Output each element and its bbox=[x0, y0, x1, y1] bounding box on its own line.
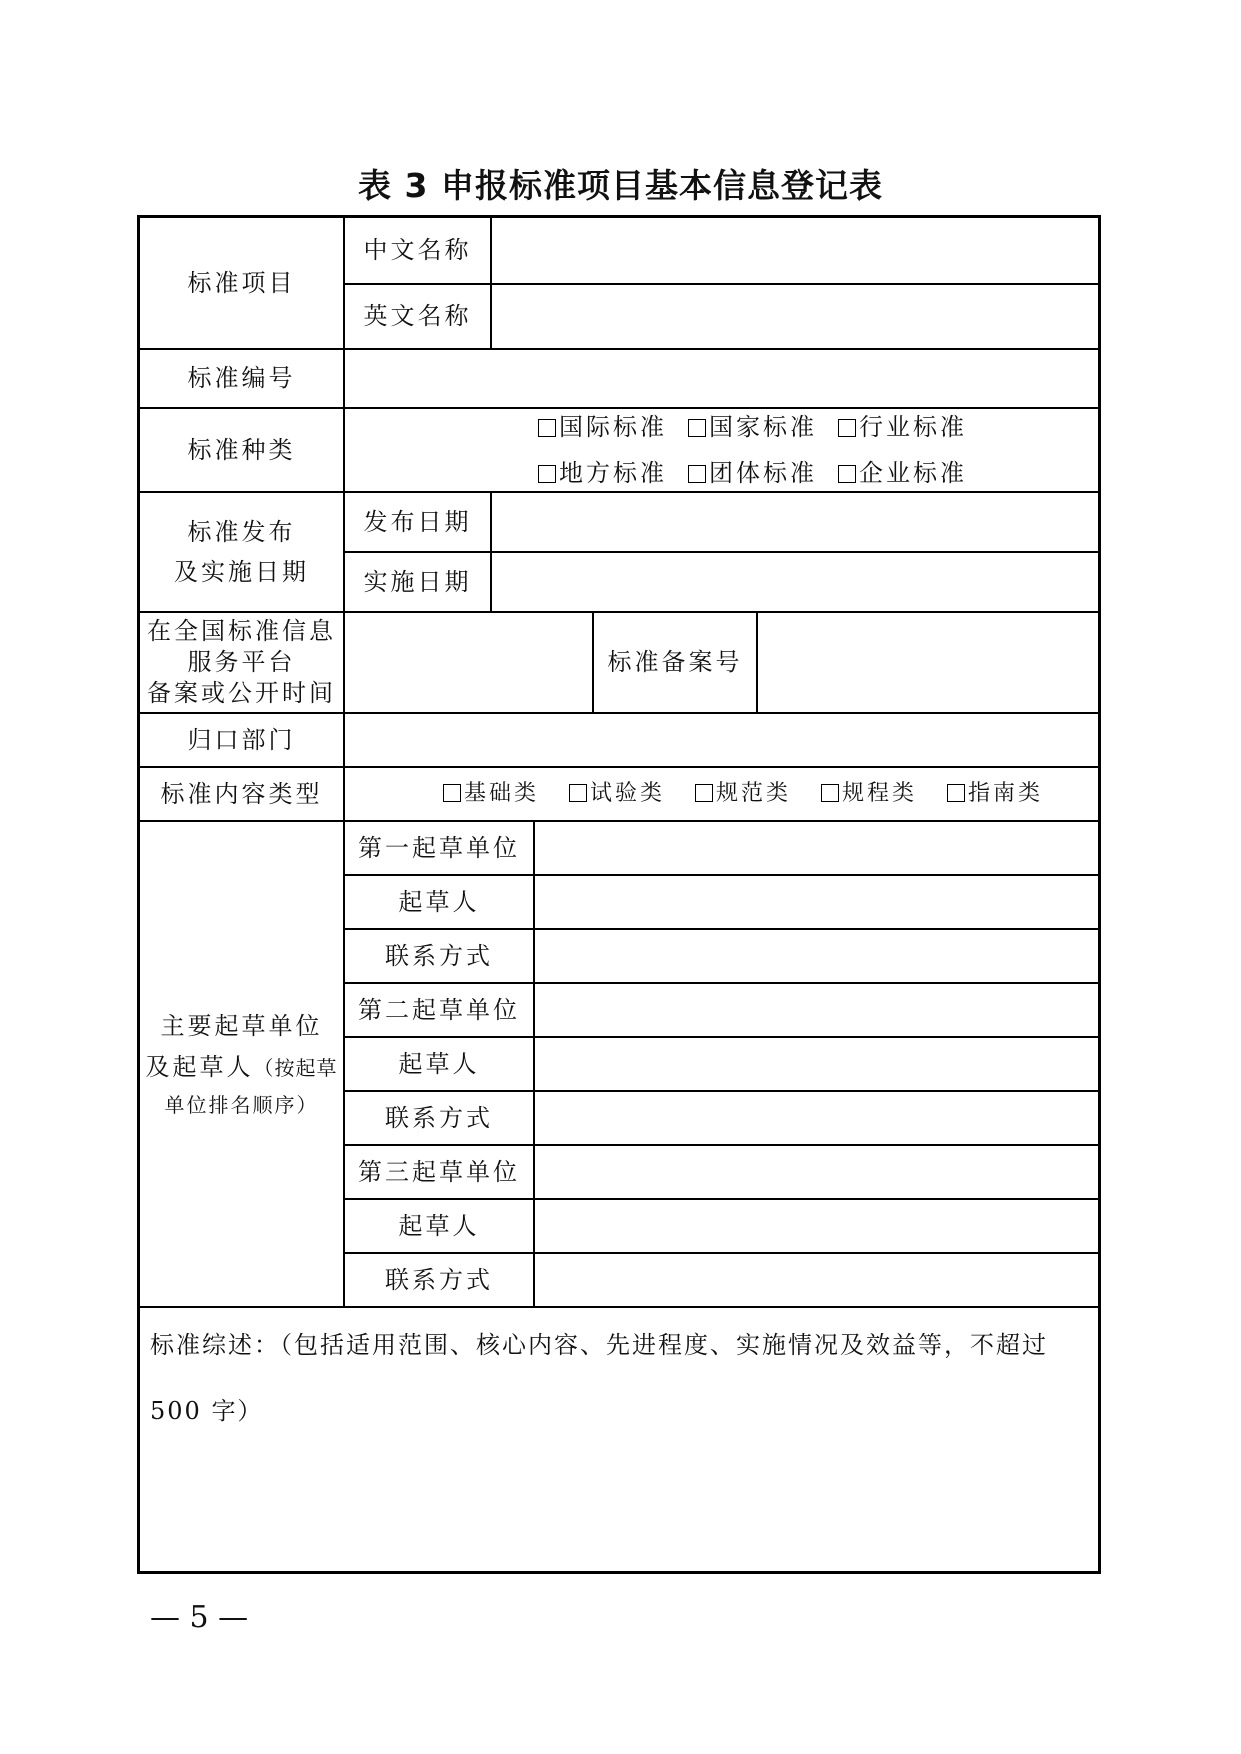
category-option[interactable]: 企业标准 bbox=[838, 457, 967, 489]
publish-date-label: 发布日期 bbox=[363, 507, 472, 536]
checkbox-icon[interactable] bbox=[538, 419, 556, 437]
drafter-row-input[interactable] bbox=[535, 1092, 1101, 1144]
drafter-row-label: 起草人 bbox=[398, 1211, 480, 1240]
implement-date-input[interactable] bbox=[492, 553, 1101, 611]
content-type-option[interactable]: 试验类 bbox=[569, 779, 665, 809]
drafter-row-input[interactable] bbox=[535, 1200, 1101, 1252]
drafter-row-label: 起草人 bbox=[398, 1049, 480, 1078]
drafter-row-label: 起草人 bbox=[398, 887, 480, 916]
drafter-row-label: 第三起草单位 bbox=[358, 1157, 520, 1186]
drafter-row-label: 联系方式 bbox=[385, 1103, 493, 1132]
department-input[interactable] bbox=[345, 714, 1101, 766]
category-label: 标准种类 bbox=[187, 435, 296, 464]
content-type-option[interactable]: 基础类 bbox=[443, 779, 539, 809]
platform-time-input[interactable] bbox=[345, 613, 592, 712]
checkbox-icon[interactable] bbox=[688, 419, 706, 437]
drafter-row-label: 联系方式 bbox=[385, 1265, 493, 1294]
summary-area[interactable] bbox=[140, 1307, 1098, 1571]
implement-date-label: 实施日期 bbox=[363, 567, 472, 596]
checkbox-icon[interactable] bbox=[947, 784, 965, 802]
checkbox-icon[interactable] bbox=[695, 784, 713, 802]
department-label: 归口部门 bbox=[187, 725, 296, 754]
drafters-label: 主要起草单位 及起草人（按起草 单位排名顺序） bbox=[145, 1012, 338, 1117]
category-option[interactable]: 国家标准 bbox=[688, 411, 817, 443]
drafter-row-label: 第一起草单位 bbox=[358, 833, 520, 862]
content-type-option[interactable]: 规范类 bbox=[695, 779, 791, 809]
en-name-label: 英文名称 bbox=[363, 302, 472, 331]
page-number: — 5 — bbox=[150, 1600, 249, 1635]
drafter-row-input[interactable] bbox=[535, 876, 1101, 928]
project-label: 标准项目 bbox=[187, 268, 296, 297]
checkbox-icon[interactable] bbox=[569, 784, 587, 802]
filing-no-label: 标准备案号 bbox=[607, 648, 743, 677]
checkbox-icon[interactable] bbox=[443, 784, 461, 802]
category-option[interactable]: 行业标准 bbox=[838, 411, 967, 443]
page-title: 表 3 申报标准项目基本信息登记表 bbox=[358, 166, 883, 205]
checkbox-icon[interactable] bbox=[838, 419, 856, 437]
checkbox-icon[interactable] bbox=[538, 465, 556, 483]
number-label: 标准编号 bbox=[187, 364, 296, 393]
drafter-row-input[interactable] bbox=[535, 822, 1101, 874]
drafter-row-input[interactable] bbox=[535, 930, 1101, 982]
category-options bbox=[345, 409, 1101, 491]
drafter-row-input[interactable] bbox=[535, 984, 1101, 1036]
drafter-row-label: 第二起草单位 bbox=[358, 995, 520, 1024]
content-type-option[interactable]: 指南类 bbox=[947, 779, 1043, 809]
category-option[interactable]: 地方标准 bbox=[538, 457, 667, 489]
drafters-label-line2: 及起草人（按起草 bbox=[145, 1053, 338, 1081]
filing-no-input[interactable] bbox=[758, 613, 1101, 712]
number-input[interactable] bbox=[345, 350, 1101, 407]
content-type-option[interactable]: 规程类 bbox=[821, 779, 917, 809]
checkbox-icon[interactable] bbox=[688, 465, 706, 483]
cn-name-label: 中文名称 bbox=[363, 236, 472, 265]
cn-name-input[interactable] bbox=[492, 218, 1101, 283]
content-type-options bbox=[345, 768, 1101, 820]
summary-label: 标准综述：（包括适用范围、核心内容、先进程度、实施情况及效益等，不超过 500 字） bbox=[150, 1331, 1048, 1425]
dates-label: 标准发布 及实施日期 bbox=[174, 517, 309, 586]
platform-label: 在全国标准信息 服务平台 备案或公开时间 bbox=[147, 616, 336, 708]
checkbox-icon[interactable] bbox=[821, 784, 839, 802]
drafter-row-input[interactable] bbox=[535, 1038, 1101, 1090]
category-option[interactable]: 团体标准 bbox=[688, 457, 817, 489]
checkbox-icon[interactable] bbox=[838, 465, 856, 483]
publish-date-input[interactable] bbox=[492, 493, 1101, 551]
drafter-row-input[interactable] bbox=[535, 1146, 1101, 1198]
content-type-label: 标准内容类型 bbox=[160, 779, 323, 808]
category-option[interactable]: 国际标准 bbox=[538, 411, 667, 443]
drafter-row-input[interactable] bbox=[535, 1254, 1101, 1306]
drafter-row-label: 联系方式 bbox=[385, 941, 493, 970]
en-name-input[interactable] bbox=[492, 285, 1101, 348]
